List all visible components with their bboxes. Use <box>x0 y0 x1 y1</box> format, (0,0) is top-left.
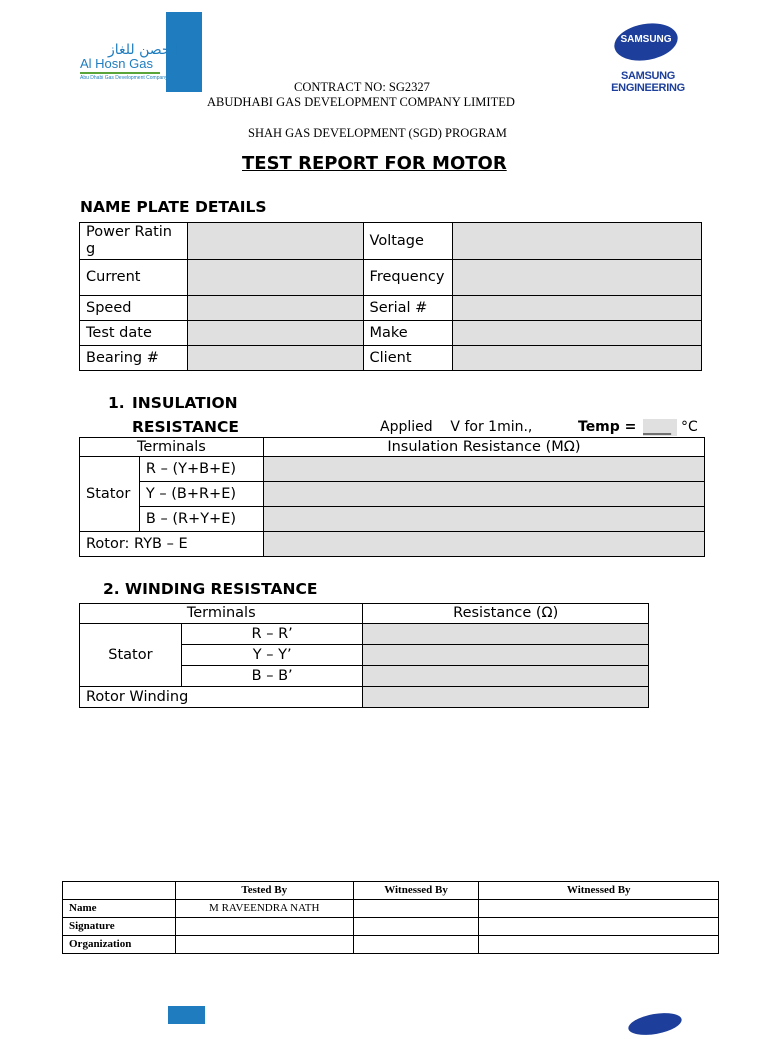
label-power-rating: Power Rating <box>80 223 188 260</box>
field-speed[interactable] <box>187 296 363 321</box>
winding-value-y[interactable] <box>363 645 649 666</box>
insulation-heading-line1: INSULATION <box>132 394 238 412</box>
insulation-stator-label: Stator <box>80 457 140 532</box>
temp-field[interactable]: ____ <box>643 419 677 436</box>
label-serial: Serial # <box>363 296 453 321</box>
applied-voltage-text: Applied V for 1min., <box>380 419 533 435</box>
winding-rotor-label: Rotor Winding <box>80 687 363 708</box>
insulation-rotor-label: Rotor: RYB – E <box>80 532 264 557</box>
name-plate-heading: NAME PLATE DETAILS <box>80 198 267 216</box>
logo-subtitle: Abu Dhabi Gas Development Company Ltd. <box>80 75 178 81</box>
signoff-org-witnessed-2[interactable] <box>479 936 719 954</box>
signoff-signature-witnessed-2[interactable] <box>479 918 719 936</box>
winding-term-b: B – B’ <box>181 666 363 687</box>
logo-name: Al Hosn Gas <box>80 56 153 71</box>
label-frequency: Frequency <box>363 260 453 296</box>
signoff-header-witnessed-1: Witnessed By <box>353 882 479 900</box>
signoff-header-witnessed-2: Witnessed By <box>479 882 719 900</box>
insulation-col-value: Insulation Resistance (MΩ) <box>263 438 704 457</box>
signoff-name-witnessed-1[interactable] <box>353 900 479 918</box>
label-current: Current <box>80 260 188 296</box>
signoff-name-witnessed-2[interactable] <box>479 900 719 918</box>
insulation-table <box>79 437 705 557</box>
field-serial[interactable] <box>453 296 702 321</box>
company-name: ABUDHABI GAS DEVELOPMENT COMPANY LIMITED <box>207 95 515 109</box>
field-voltage[interactable] <box>453 223 702 260</box>
winding-term-y: Y – Y’ <box>181 645 363 666</box>
insulation-value-b[interactable] <box>263 507 704 532</box>
signoff-row-signature: Signature <box>63 918 176 936</box>
signoff-name-tested[interactable]: M RAVEENDRA NATH <box>175 900 353 918</box>
signoff-org-tested[interactable] <box>175 936 353 954</box>
al-hosn-gas-logo <box>80 12 210 92</box>
samsung-engineering-text: SAMSUNG ENGINEERING <box>611 70 685 94</box>
logo-arabic-text: الحصن للغاز <box>108 42 180 58</box>
insulation-value-rotor[interactable] <box>263 532 704 557</box>
label-test-date: Test date <box>80 321 188 346</box>
samsung-engineering-logo <box>596 20 700 94</box>
contract-number: CONTRACT NO: SG2327 <box>294 80 430 94</box>
label-bearing: Bearing # <box>80 346 188 371</box>
field-bearing[interactable] <box>187 346 363 371</box>
insulation-heading-line2: RESISTANCE <box>132 418 239 436</box>
label-make: Make <box>363 321 453 346</box>
next-page-samsung-fragment <box>627 1009 684 1038</box>
name-plate-table <box>79 222 702 371</box>
signoff-table <box>62 881 719 954</box>
insulation-value-r[interactable] <box>263 457 704 482</box>
winding-value-rotor[interactable] <box>363 687 649 708</box>
program-name: SHAH GAS DEVELOPMENT (SGD) PROGRAM <box>248 126 507 140</box>
field-make[interactable] <box>453 321 702 346</box>
next-page-tower-fragment <box>168 1006 205 1024</box>
signoff-corner <box>63 882 176 900</box>
field-frequency[interactable] <box>453 260 702 296</box>
label-client: Client <box>363 346 453 371</box>
insulation-term-b: B – (R+Y+E) <box>139 507 263 532</box>
winding-col-terminals: Terminals <box>80 604 363 624</box>
winding-heading-number: 2. <box>103 580 120 598</box>
page-title: TEST REPORT FOR MOTOR <box>242 153 507 174</box>
winding-col-value: Resistance (Ω) <box>363 604 649 624</box>
label-voltage: Voltage <box>363 223 453 260</box>
winding-heading: WINDING RESISTANCE <box>125 580 318 598</box>
insulation-value-y[interactable] <box>263 482 704 507</box>
winding-table <box>79 603 649 708</box>
field-test-date[interactable] <box>187 321 363 346</box>
insulation-heading-number: 1. <box>108 394 125 412</box>
samsung-wordmark: SAMSUNG <box>620 34 672 45</box>
winding-stator-label: Stator <box>80 624 182 687</box>
winding-value-b[interactable] <box>363 666 649 687</box>
field-power-rating[interactable] <box>187 223 363 260</box>
label-speed: Speed <box>80 296 188 321</box>
signoff-org-witnessed-1[interactable] <box>353 936 479 954</box>
insulation-col-terminals: Terminals <box>80 438 264 457</box>
signoff-signature-tested[interactable] <box>175 918 353 936</box>
signoff-row-organization: Organization <box>63 936 176 954</box>
signoff-header-tested: Tested By <box>175 882 353 900</box>
field-client[interactable] <box>453 346 702 371</box>
field-current[interactable] <box>187 260 363 296</box>
temp-unit: °C <box>681 419 698 435</box>
temp-label: Temp = <box>578 419 637 435</box>
winding-term-r: R – R’ <box>181 624 363 645</box>
winding-value-r[interactable] <box>363 624 649 645</box>
signoff-signature-witnessed-1[interactable] <box>353 918 479 936</box>
insulation-term-r: R – (Y+B+E) <box>139 457 263 482</box>
logo-underline <box>80 72 160 74</box>
signoff-row-name: Name <box>63 900 176 918</box>
insulation-term-y: Y – (B+R+E) <box>139 482 263 507</box>
